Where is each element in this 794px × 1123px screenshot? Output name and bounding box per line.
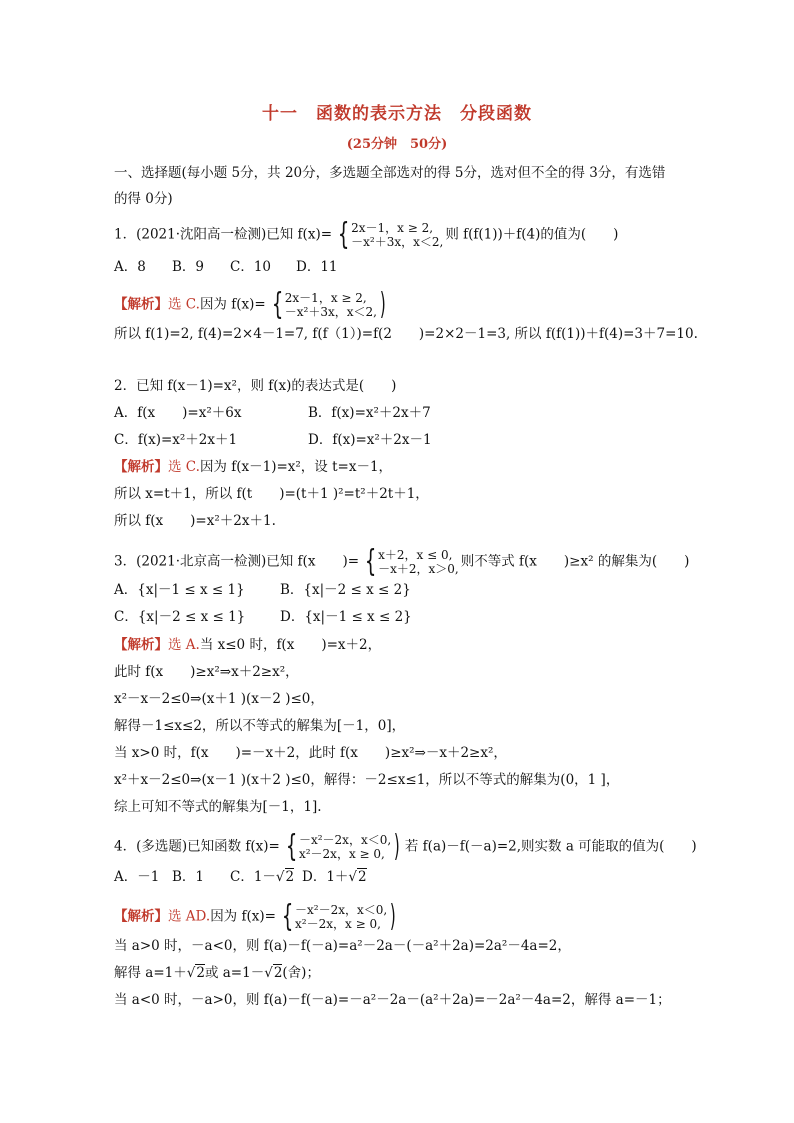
question-3-solution-line: 解得－1≤x≤2，所以不等式的解集为[－1，0]， (114, 718, 406, 734)
question-2-solution: 【解析】选 C.因为 f(x－1)=x²，设 t=x－1， (114, 459, 393, 475)
sqrt-symbol: √ (348, 869, 358, 885)
section-heading: 一、选择题(每小题 5分，共 20分，多选题全部选对的得 5分，选对但不全的得 3分，有选错 (114, 165, 666, 181)
question-3-options-row1: A．{x|－1 ≤ x ≤ 1} B．{x|－2 ≤ x ≤ 2} (114, 582, 411, 598)
question-2-options-row1: A．f(x )=x²＋6x B．f(x)=x²＋2x＋7 (114, 405, 431, 421)
question-3-solution-line: x²－x－2≤0⇒(x＋1 )(x－2 )≤0， (114, 691, 324, 707)
question-3-options-row2: C．{x|－2 ≤ x ≤ 1} D．{x|－1 ≤ x ≤ 2} (114, 609, 412, 625)
question-4-solution-line: 解得 a=1＋√2或 a=1－√2(舍)； (114, 965, 320, 981)
question-3-solution-line: 综上可知不等式的解集为[－1，1]. (114, 799, 322, 815)
page-subtitle: (25分钟 50分) (346, 137, 448, 152)
piecewise-function: { －x²－2x，x＜0, x²－2x，x ≥ 0, ) (281, 899, 397, 934)
question-4-solution-line: 当 a<0 时，－a>0，则 f(a)－f(－a)=－a²－2a－(a²＋2a)=－2a²－4a=2，解得 a=－1； (114, 992, 671, 1008)
sqrt-symbol: √ (275, 869, 285, 885)
question-2-solution-line: 所以 f(x )=x²＋2x＋1. (114, 513, 276, 529)
question-3-solution-line: x²＋x－2≤0⇒(x－1 )(x＋2 )≤0，解得：－2≤x≤1，所以不等式的解集为(0，1 ]， (114, 772, 620, 788)
question-2-stem: 2．已知 f(x－1)=x²，则 f(x)的表达式是( ) (114, 378, 397, 394)
question-1-stem: 1．(2021·沈阳高一检测)已知 f(x)= { 2x－1，x ≥ 2, －x²＋3x，x＜2, 则 f(f(1))＋f(4)的值为( ) (114, 217, 619, 252)
sqrt-symbol: √ (186, 965, 196, 981)
question-2-solution-line: 所以 x=t＋1，所以 f(t )=(t＋1 )²=t²＋2t＋1， (114, 486, 429, 502)
question-3-solution-line: 当 x>0 时，f(x )=－x＋2，此时 f(x )≥x²⇒－x＋2≥x²， (114, 745, 507, 761)
piecewise-function: { x＋2，x ≤ 0, －x＋2，x＞0, (364, 544, 459, 579)
question-2-options-row2: C．f(x)=x²＋2x＋1 D．f(x)=x²＋2x－1 (114, 432, 432, 448)
question-1-solution: 【解析】选 C.因为 f(x)= { 2x－1，x ≥ 2, －x²＋3x，x＜2, ) (114, 290, 391, 320)
sqrt-symbol: √ (264, 965, 273, 981)
question-3-solution-line: 此时 f(x )≥x²⇒x＋2≥x²， (114, 664, 299, 680)
question-3-stem: 3．(2021·北京高一检测)已知 f(x )= { x＋2，x ≤ 0, －x＋2，x＞0, 则不等式 f(x )≥x² 的解集为( ) (114, 544, 690, 579)
question-4-stem: 4．(多选题)已知函数 f(x)= { －x²－2x，x＜0, x²－2x，x ≥ 0, ) 若 f(a)－f(－a)=2,则实数 a 可能取的值为( ) (114, 829, 697, 864)
question-1-options: A．8 B．9 C．10 D．11 (114, 259, 338, 275)
question-4-solution: 【解析】选 AD.因为 f(x)= { －x²－2x，x＜0, x²－2x，x ≥ 0, ) (114, 902, 401, 932)
question-4-solution-line: 当 a>0 时，－a<0，则 f(a)－f(－a)=a²－2a－(－a²＋2a)=2a²－4a=2， (114, 938, 571, 954)
piecewise-function: { 2x－1，x ≥ 2, －x²＋3x，x＜2, ) (271, 287, 386, 322)
question-3-solution: 【解析】选 A.当 x≤0 时，f(x )=x＋2， (114, 637, 382, 653)
page-title: 十一 函数的表示方法 分段函数 (262, 104, 532, 124)
piecewise-function: { －x²－2x，x＜0, x²－2x，x ≥ 0, ) (285, 829, 400, 864)
section-heading-cont: 的得 0分) (114, 191, 173, 207)
piecewise-function: { 2x－1，x ≥ 2, －x²＋3x，x＜2, (337, 217, 444, 252)
question-4-options: A．－1 B．1 C．1－√2 D．1＋√2 (114, 869, 367, 885)
question-1-solution-line: 所以 f(1)=2, f(4)=2×4－1=7, f(f（1）)=f(2 )=2×2－1=3, 所以 f(f(1))＋f(4)=3＋7=10. (114, 326, 698, 342)
